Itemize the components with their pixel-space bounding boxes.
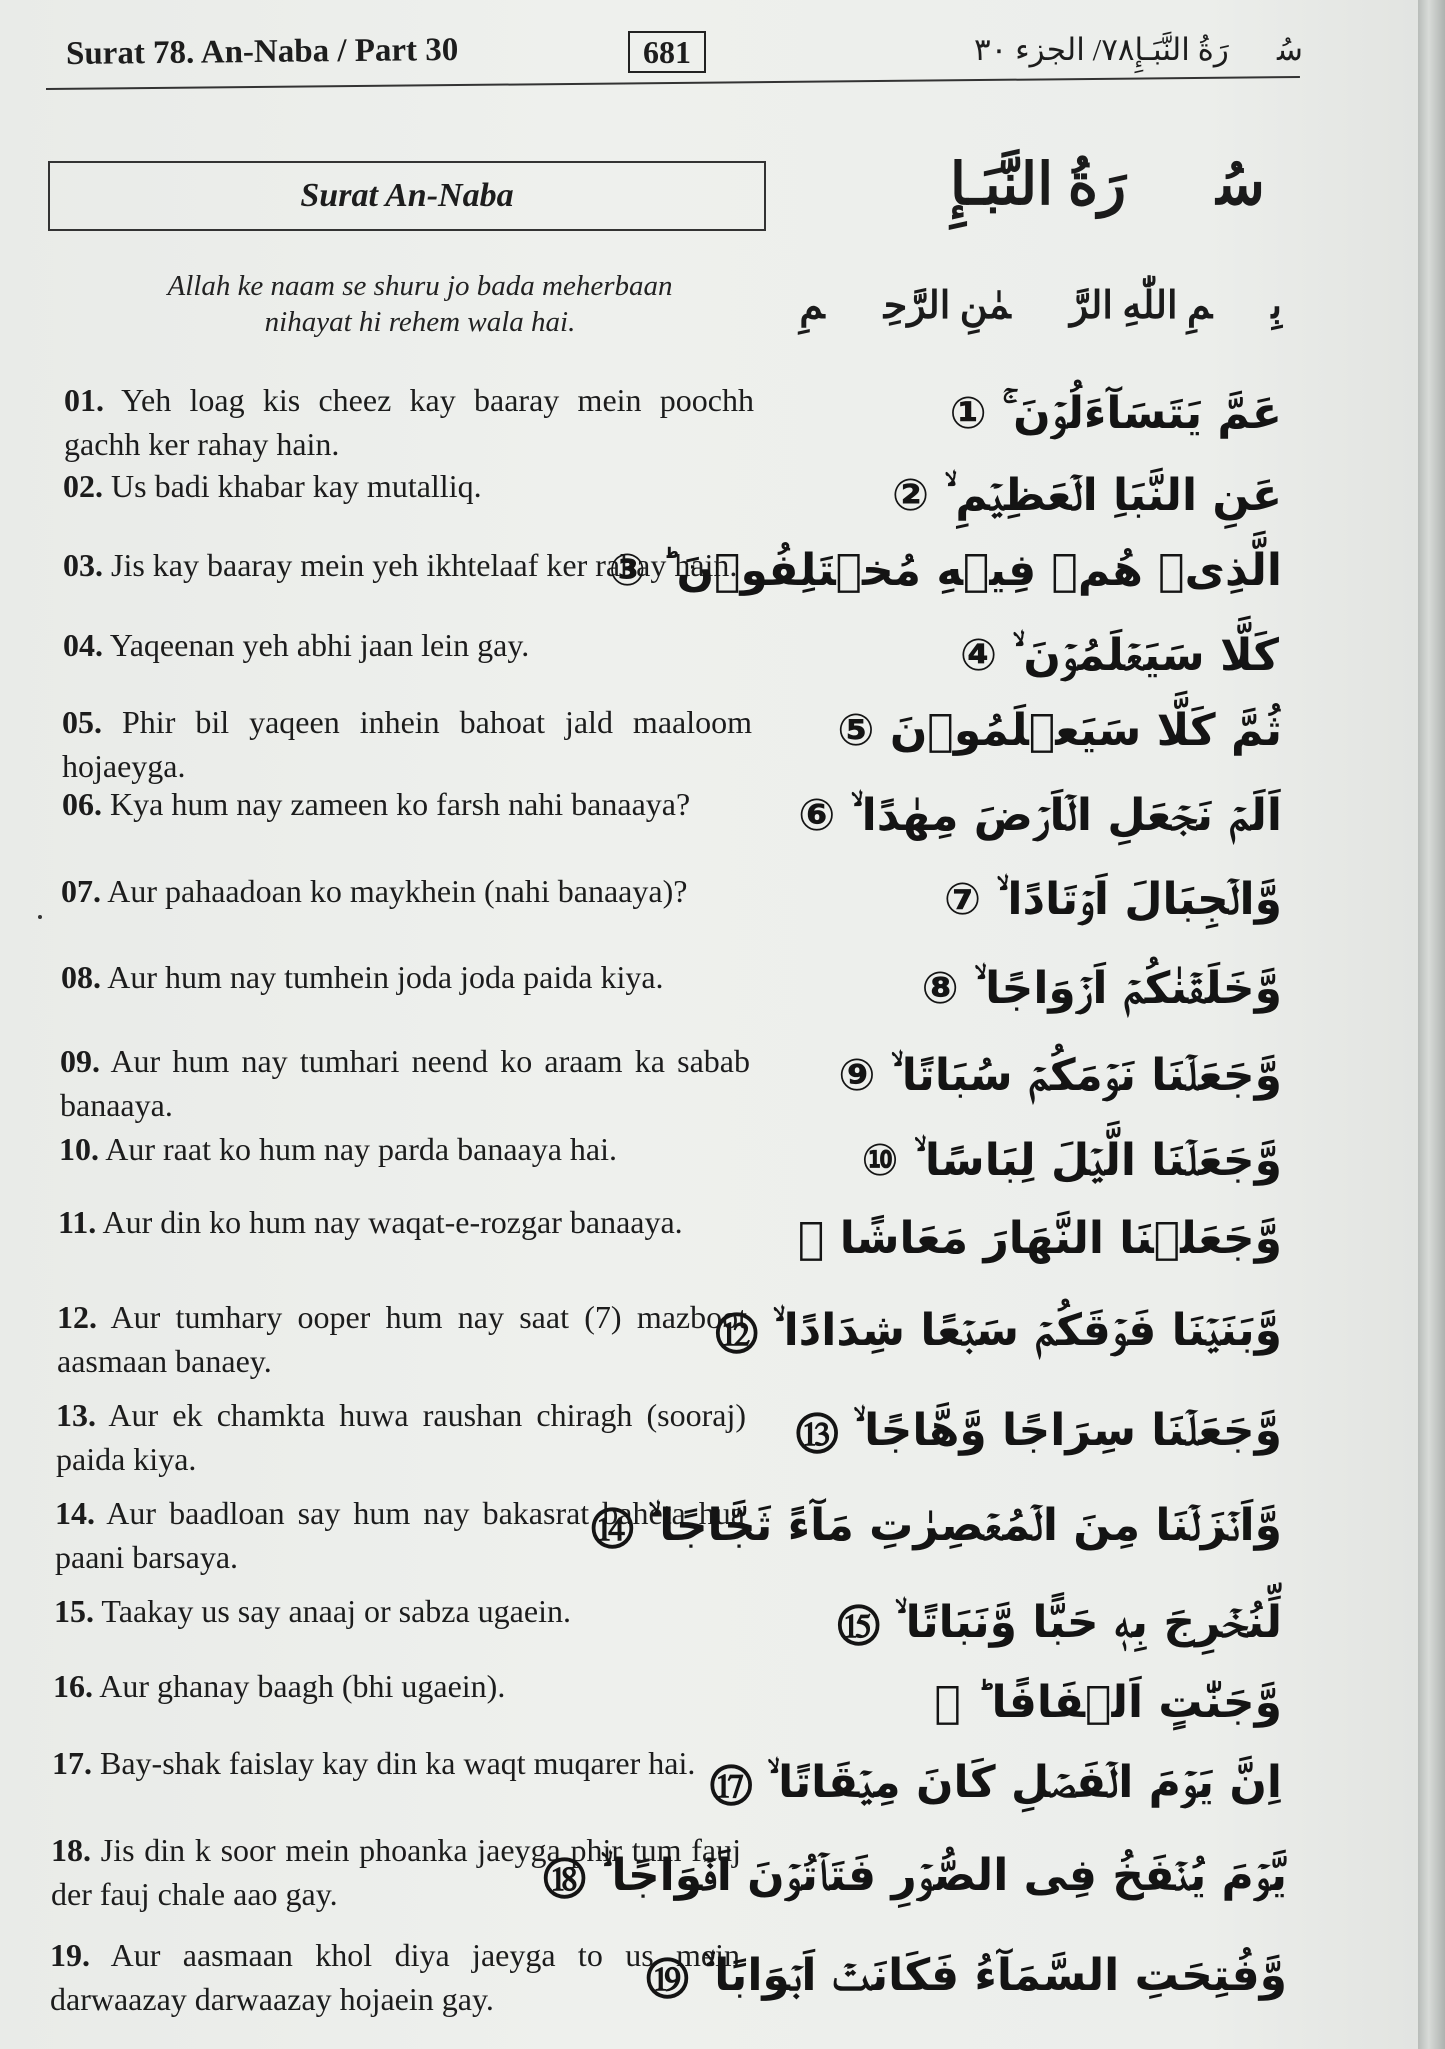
verse-arabic: عَنِ النَّبَاِ الۡعَظِيۡمِ ۙ ②	[891, 470, 1282, 521]
verse-number: 09.	[60, 1043, 100, 1079]
verse-translation	[56, 1393, 746, 1481]
verse-text: Aur pahaadoan ko maykhein (nahi banaaya)?	[107, 873, 688, 909]
verse-arabic: الَّذِىۡ هُمۡ فِيۡهِ مُخۡتَلِفُوۡنَ ؕ ③	[608, 545, 1282, 596]
verse-number: 07.	[61, 873, 101, 909]
page-number: 681	[628, 31, 706, 73]
basmala-translation-line2: nihayat hi rehem wala hai.	[264, 306, 576, 338]
verse-text: Taakay us say anaaj or sabza ugaein.	[101, 1593, 571, 1629]
verse-number: 02.	[63, 468, 103, 504]
verse-number: 15.	[54, 1593, 94, 1629]
verse-translation	[59, 1127, 749, 1171]
surah-title-english: Surat An-Naba	[300, 177, 514, 214]
verse-arabic: وَّاَنۡزَلۡنَا مِنَ الۡمُعۡصِرٰتِ مَآءً ثَجَّاجًا ۙ ⑭	[591, 1500, 1282, 1551]
verse-number: 18.	[51, 1832, 91, 1868]
verse-arabic: وَّجَعَلۡنَا النَّهَارَ مَعَاشًا ⑪	[798, 1213, 1282, 1264]
verse-translation	[61, 869, 751, 913]
verse-arabic: وَّجَعَلۡنَا نَوۡمَكُمۡ سُبَاتًا ۙ ⑨	[838, 1050, 1282, 1101]
verse-number: 17.	[52, 1745, 92, 1781]
verse-translation	[54, 1589, 744, 1633]
verse-arabic: وَّجَعَلۡنَا الَّيۡلَ لِبَاسًا ۙ ⑩	[861, 1135, 1282, 1186]
verse-number: 10.	[59, 1131, 99, 1167]
verse-translation	[60, 1039, 750, 1127]
verse-text: Aur din ko hum nay waqat-e-rozgar banaaya.	[102, 1204, 683, 1240]
verse-number: 19.	[50, 1937, 90, 1973]
verse-translation	[63, 464, 753, 508]
verse-text: Aur hum nay tumhari neend ko araam ka sabab banaaya.	[60, 1043, 751, 1123]
verse-number: 16.	[53, 1668, 93, 1704]
basmala-translation-line1: Allah ke naam se shuru jo bada meherbaan	[167, 270, 673, 302]
verse-number: 05.	[62, 704, 102, 740]
verse-text: Aur ek chamkta huwa raushan chiragh (sooraj) paida kiya.	[56, 1397, 747, 1477]
verse-arabic: اِنَّ يَوۡمَ الۡفَصۡلِ كَانَ مِيۡقَاتًا ۙ ⑰	[710, 1757, 1282, 1808]
verse-translation	[63, 623, 753, 667]
verse-number: 11.	[58, 1204, 97, 1240]
verse-number: 04.	[63, 627, 103, 663]
verse-number: 01.	[64, 382, 104, 418]
verse-text: Us badi khabar kay mutalliq.	[111, 468, 482, 504]
verse-text: Bay-shak faislay kay din ka waqt muqarer hai.	[100, 1745, 696, 1781]
verse-arabic: ثُمَّ كَلَّا سَيَعۡلَمُوۡنَ ⑤	[837, 705, 1282, 756]
verse-translation	[50, 1933, 740, 2021]
verse-arabic: وَّخَلَقۡنٰكُمۡ اَزۡوَاجًا ۙ ⑧	[921, 963, 1282, 1014]
verse-text: Yeh loag kis cheez kay baaray mein poochh gachh ker rahay hain.	[64, 382, 755, 462]
verse-text: Kya hum nay zameen ko farsh nahi banaaya?	[110, 786, 691, 822]
verse-text: Aur tumhary ooper hum nay saat (7) mazboot aasmaan banaey.	[57, 1299, 748, 1379]
verse-text: Jis kay baaray mein yeh ikhtelaaf ker rahay hain.	[111, 547, 738, 583]
verse-text: Aur raat ko hum nay parda banaaya hai.	[105, 1131, 618, 1167]
verse-translation	[58, 1200, 748, 1244]
verse-text: Aur aasmaan khol diya jaeyga to us mein darwaazay darwaazay hojaein gay.	[50, 1937, 741, 2017]
verse-arabic: عَمَّ يَتَسَآءَلُوۡنَ ۚ ①	[949, 388, 1282, 439]
verse-text: Phir bil yaqeen inhein bahoat jald maaloom hojaeyga.	[62, 704, 753, 784]
basmala-arabic: بِسۡمِ اللّٰهِ الرَّحۡمٰنِ الرَّحِيۡمِ	[799, 285, 1282, 327]
verse-arabic: وَّبَنَيۡنَا فَوۡقَكُمۡ سَبۡعًا شِدَادًا ۙ ⑫	[716, 1305, 1282, 1356]
basmala-translation	[100, 268, 740, 340]
verse-number: 08.	[61, 959, 101, 995]
verse-text: Yaqeenan yeh abhi jaan lein gay.	[109, 627, 530, 663]
verse-text: Jis din k soor mein phoanka jaeyga phir tum fauj der fauj chale aao gay.	[51, 1832, 742, 1912]
verse-translation	[61, 955, 751, 999]
verse-arabic: وَّجَعَلۡنَا سِرَاجًا وَّهَّاجًا ۙ ⑬	[796, 1405, 1282, 1456]
surah-title-arabic: سُوۡرَةُ النَّبَـإِ	[949, 152, 1265, 217]
verse-arabic: وَّالۡجِبَالَ اَوۡتَادًا ۙ ⑦	[943, 874, 1282, 925]
running-header-left: Surat 78. An-Naba / Part 30	[65, 31, 459, 72]
surah-title-box	[48, 161, 766, 231]
verse-arabic: وَّفُتِحَتِ السَّمَآءُ فَكَانَتۡ اَبۡوَابًا ۙ ⑲	[646, 1950, 1287, 2001]
verse-arabic: وَّجَنّٰتٍ اَلۡفَافًا ؕ ⑯	[934, 1677, 1282, 1728]
verse-number: 13.	[56, 1397, 96, 1433]
verse-translation	[57, 1295, 747, 1383]
verse-number: 12.	[57, 1299, 97, 1335]
page-edge	[1418, 0, 1445, 2049]
verse-arabic: كَلَّا سَيَعۡلَمُوۡنَ ۙ ④	[959, 630, 1279, 681]
verse-translation	[52, 1741, 742, 1785]
verse-text: Aur ghanay baagh (bhi ugaein).	[99, 1668, 506, 1704]
verse-arabic: يَّوۡمَ يُنۡفَخُ فِى الصُّوۡرِ فَتَاۡتُوۡنَ اَفۡوَاجًا ۙ ⑱	[543, 1850, 1287, 1901]
stray-mark	[38, 915, 42, 919]
verse-text: Aur hum nay tumhein joda joda paida kiya.	[107, 959, 664, 995]
verse-translation	[62, 782, 752, 826]
verse-number: 06.	[62, 786, 102, 822]
running-header-arabic: سُوۡرَةُ النَّبَـإِ٧٨/ الجزء ٣٠	[974, 32, 1303, 67]
verse-translation	[53, 1664, 743, 1708]
verse-arabic: لِّنُخۡرِجَ بِهٖ حَبًّا وَّنَبَاتًا ۙ ⑮	[838, 1597, 1282, 1648]
verse-number: 14.	[55, 1495, 95, 1531]
verse-translation	[62, 700, 752, 788]
verse-translation	[64, 378, 754, 466]
verse-text: Aur baadloan say hum nay bakasrat baheta hua paani barsaya.	[55, 1495, 746, 1575]
verse-arabic: اَلَمۡ نَجۡعَلِ الۡاَرۡضَ مِهٰدًا ۙ ⑥	[798, 790, 1282, 841]
verse-number: 03.	[63, 547, 103, 583]
